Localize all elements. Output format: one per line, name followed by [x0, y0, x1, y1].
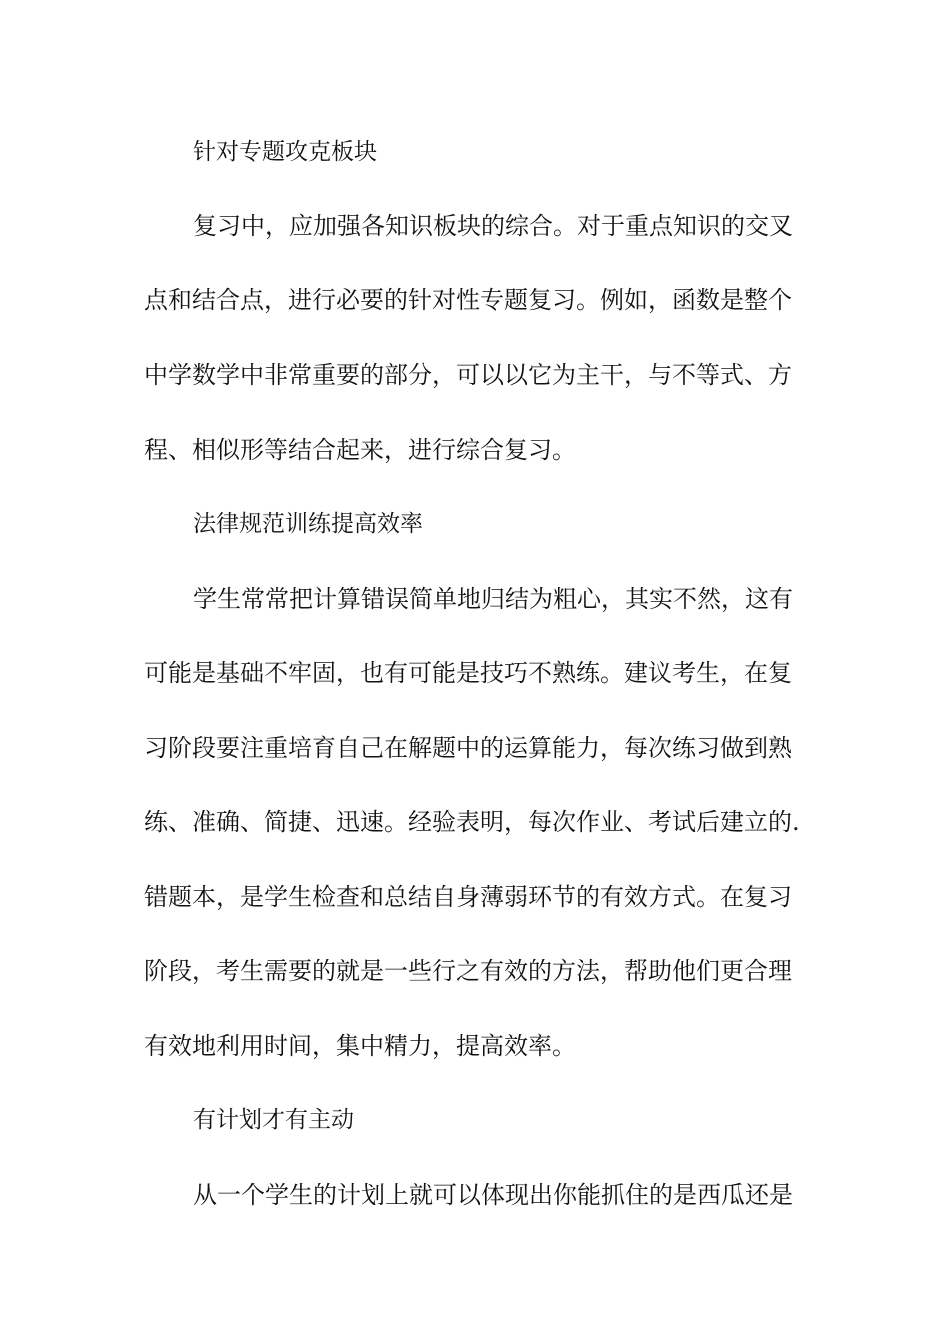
paragraph-line: 复习中，应加强各知识板块的综合。对于重点知识的交叉 — [193, 212, 793, 240]
paragraph-line: 从一个学生的计划上就可以体现出你能抓住的是西瓜还是 — [193, 1181, 793, 1209]
section-heading-1: 针对专题攻克板块 — [193, 139, 377, 165]
paragraph-line: 有效地利用时间，集中精力，提高效率。 — [144, 1032, 576, 1060]
section-heading-3: 有计划才有主动 — [193, 1107, 354, 1133]
paragraph-line: 习阶段要注重培育自己在解题中的运算能力，每次练习做到熟 — [144, 734, 792, 762]
paragraph-line: 程、相似形等结合起来，进行综合复习。 — [144, 436, 576, 464]
paragraph-line: 可能是基础不牢固，也有可能是技巧不熟练。建议考生，在复 — [144, 659, 792, 687]
paragraph-line: 错题本，是学生检查和总结自身薄弱环节的有效方式。在复习 — [144, 883, 792, 911]
paragraph-line: 中学数学中非常重要的部分，可以以它为主干，与不等式、方 — [144, 361, 792, 389]
paragraph-line: 练、准确、简捷、迅速。经验表明，每次作业、考试后建立的. — [144, 808, 800, 836]
paragraph-line: 学生常常把计算错误简单地归结为粗心，其实不然，这有 — [193, 585, 793, 613]
paragraph-line: 点和结合点，进行必要的针对性专题复习。例如，函数是整个 — [144, 286, 792, 314]
section-heading-2: 法律规范训练提高效率 — [193, 511, 423, 537]
paragraph-line: 阶段，考生需要的就是一些行之有效的方法，帮助他们更合理 — [144, 957, 792, 985]
